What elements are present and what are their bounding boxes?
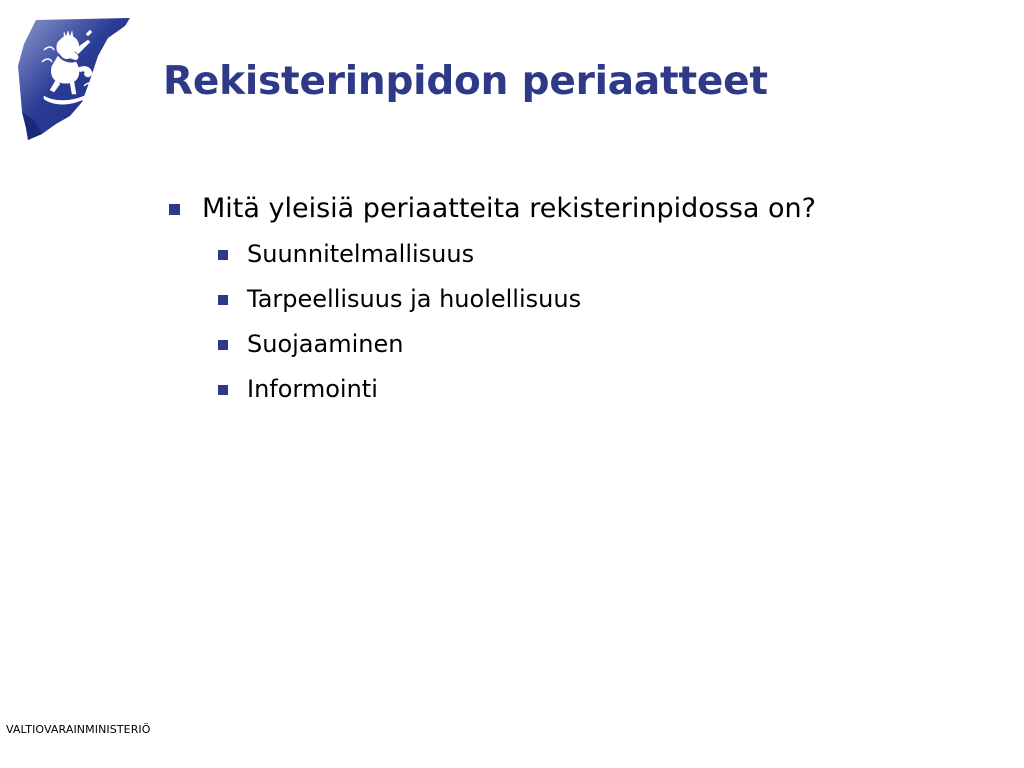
bullet-list xyxy=(163,188,816,412)
sub-bullet-item xyxy=(163,367,816,412)
sub-bullet-text: Tarpeellisuus ja huolellisuus xyxy=(247,285,582,313)
square-bullet-icon xyxy=(218,250,228,260)
sub-bullet-item xyxy=(163,277,816,322)
sub-bullet-text: Suunnitelmallisuus xyxy=(247,240,475,268)
square-bullet-icon xyxy=(218,340,228,350)
bullet-text: Mitä yleisiä periaatteita rekisterinpidossa on? xyxy=(202,193,816,224)
sub-bullet-item xyxy=(163,322,816,367)
square-bullet-icon xyxy=(169,204,180,215)
sub-bullet-group xyxy=(163,232,816,412)
ministry-logo xyxy=(14,16,134,144)
square-bullet-icon xyxy=(218,295,228,305)
square-bullet-icon xyxy=(218,385,228,395)
finnish-lion-crest-icon xyxy=(14,16,134,144)
sub-bullet-item xyxy=(163,232,816,277)
slide-title: Rekisterinpidon periaatteet xyxy=(163,59,768,104)
bullet-item xyxy=(163,188,816,230)
sub-bullet-list xyxy=(163,232,816,412)
sub-bullet-text: Informointi xyxy=(247,375,378,403)
footer-organization: VALTIOVARAINMINISTERIÖ xyxy=(6,723,151,736)
sub-bullet-text: Suojaaminen xyxy=(247,330,404,358)
